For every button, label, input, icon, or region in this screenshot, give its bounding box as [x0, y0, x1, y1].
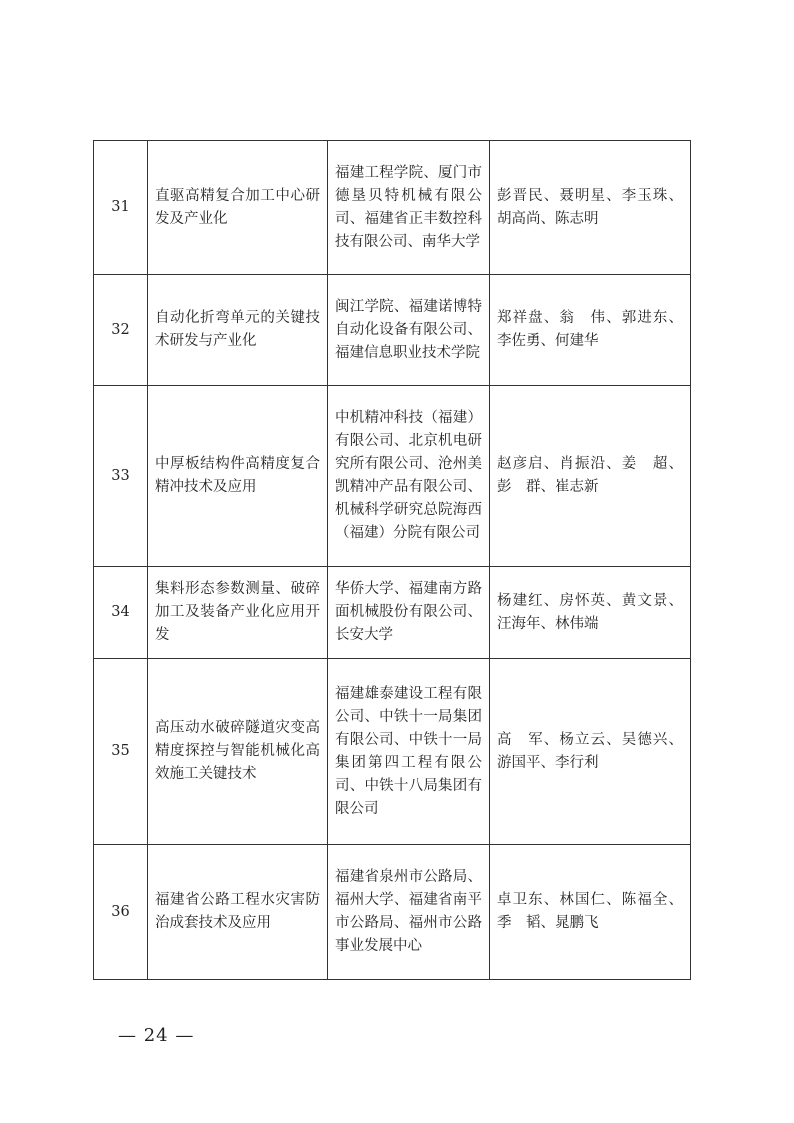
completing-people: 郑祥盘、翁 伟、郭进东、李佐勇、何建华 — [490, 275, 691, 386]
row-number: 35 — [94, 659, 148, 845]
completing-people: 赵彦启、肖振沿、姜 超、彭 群、崔志新 — [490, 386, 691, 567]
row-number: 36 — [94, 845, 148, 980]
completing-people: 杨建红、房怀英、黄文景、汪海年、林伟端 — [490, 567, 691, 659]
completing-people: 卓卫东、林国仁、陈福全、季 韬、晁鹏飞 — [490, 845, 691, 980]
completing-units: 华侨大学、福建南方路面机械股份有限公司、长安大学 — [328, 567, 490, 659]
table-row — [94, 845, 691, 980]
completing-people: 彭晋民、聂明星、李玉珠、胡高尚、陈志明 — [490, 141, 691, 275]
project-name: 福建省公路工程水灾害防治成套技术及应用 — [148, 845, 328, 980]
table-row — [94, 275, 691, 386]
completing-units: 中机精冲科技（福建）有限公司、北京机电研究所有限公司、沧州美凯精冲产品有限公司、机械科学研究总院海西（福建）分院有限公司 — [328, 386, 490, 567]
completing-units: 福建省泉州市公路局、福州大学、福建省南平市公路局、福州市公路事业发展中心 — [328, 845, 490, 980]
project-name: 高压动水破碎隧道灾变高精度探控与智能机械化高效施工关键技术 — [148, 659, 328, 845]
row-number: 31 — [94, 141, 148, 275]
row-number: 34 — [94, 567, 148, 659]
page-number: — 24 — — [118, 1025, 195, 1046]
completing-units: 福建雄泰建设工程有限公司、中铁十一局集团有限公司、中铁十一局集团第四工程有限公司、中铁十八局集团有限公司 — [328, 659, 490, 845]
project-name: 中厚板结构件高精度复合精冲技术及应用 — [148, 386, 328, 567]
table-row — [94, 386, 691, 567]
row-number: 32 — [94, 275, 148, 386]
table-row — [94, 567, 691, 659]
project-name: 自动化折弯单元的关键技术研发与产业化 — [148, 275, 328, 386]
project-name: 集料形态参数测量、破碎加工及装备产业化应用开发 — [148, 567, 328, 659]
completing-people: 高 军、杨立云、吴德兴、游国平、李行利 — [490, 659, 691, 845]
table-row — [94, 659, 691, 845]
completing-units: 福建工程学院、厦门市德垦贝特机械有限公司、福建省正丰数控科技有限公司、南华大学 — [328, 141, 490, 275]
table-row — [94, 141, 691, 275]
completing-units: 闽江学院、福建诺博特自动化设备有限公司、福建信息职业技术学院 — [328, 275, 490, 386]
project-name: 直驱高精复合加工中心研发及产业化 — [148, 141, 328, 275]
awards-table — [93, 140, 691, 980]
row-number: 33 — [94, 386, 148, 567]
